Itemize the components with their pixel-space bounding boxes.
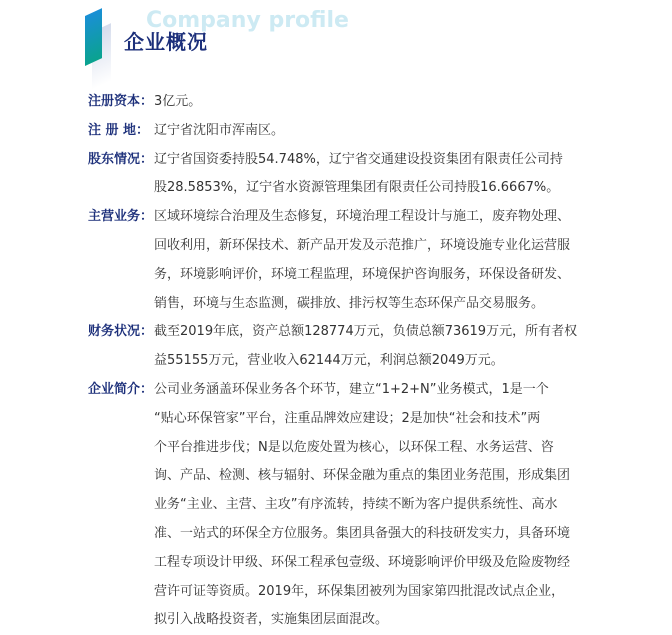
value-line: 工程专项设计甲级、环保工程承包壹级、环境影响评价甲级及危险废物经 xyxy=(154,554,571,570)
value-line: 销售，环境与生态监测，碳排放、排污权等生态环保产品交易服务。 xyxy=(154,295,545,311)
value-line: 务，环境影响评价，环境工程监理，环境保护咨询服务，环保设备研发、 xyxy=(154,266,571,282)
value-line: “贴心环保管家”平台，注重品牌效应建设；2是加快“社会和技术”两 xyxy=(154,410,541,426)
value-line: 公司业务涵盖环保业务各个环节，建立“1+2+N”业务模式，1是一个 xyxy=(154,382,549,397)
value-line: 询、产品、检测、核与辐射、环保金融为重点的集团业务范围，形成集团 xyxy=(154,468,571,484)
field-label: 企业简介： xyxy=(88,382,154,397)
value-line: 3亿元。 xyxy=(154,94,202,109)
value-line: 益55155万元，营业收入62144万元，利润总额2049万元。 xyxy=(154,353,504,369)
profile-field xyxy=(88,117,284,146)
field-value xyxy=(154,117,284,146)
section-subtitle-en: Company profile xyxy=(146,8,349,33)
profile-field xyxy=(88,203,570,318)
field-label: 股东情况： xyxy=(88,151,154,167)
field-value xyxy=(154,203,570,318)
value-line: 辽宁省沈阳市浑南区。 xyxy=(154,122,285,138)
field-label: 注册资本： xyxy=(88,94,154,109)
value-line: 截至2019年底，资产总额128774万元，负债总额73619万元，所有者权 xyxy=(154,324,578,340)
decor-shape-accent xyxy=(85,8,102,66)
section-title: 企业概况 xyxy=(124,30,208,54)
profile-field xyxy=(88,88,201,117)
profile-field xyxy=(88,146,563,204)
value-line: 拟引入战略投资者，实施集团层面混改。 xyxy=(154,612,389,628)
value-line: 准、一站式的环保全方位服务。集团具备强大的科技研发实力，具备环境 xyxy=(154,525,571,541)
field-value xyxy=(154,318,577,376)
field-value xyxy=(154,146,563,204)
field-value xyxy=(154,88,201,117)
value-line: 业务“主业、主营、主攻”有序流转，持续不断为客户提供系统性、高水 xyxy=(154,497,558,513)
field-value xyxy=(154,376,570,635)
value-line: 营许可证等资质。2019年，环保集团被列为国家第四批混改试点企业， xyxy=(154,583,565,599)
value-line: 辽宁省国资委持股54.748%，辽宁省交通建设投资集团有限责任公司持 xyxy=(154,151,563,167)
value-line: 股28.5853%，辽宁省水资源管理集团有限责任公司持股16.6667%。 xyxy=(154,180,560,196)
profile-field xyxy=(88,376,570,635)
field-label: 主营业务： xyxy=(88,209,154,225)
value-line: 回收利用，新环保技术、新产品开发及示范推广，环境设施专业化运营服 xyxy=(154,237,571,253)
field-label: 注 册 地： xyxy=(88,122,150,138)
value-line: 个平台推进步伐；N是以危废处置为核心，以环保工程、水务运营、咨 xyxy=(154,439,554,455)
field-label: 财务状况： xyxy=(88,324,154,340)
profile-field xyxy=(88,318,577,376)
value-line: 区域环境综合治理及生态修复，环境治理工程设计与施工，废弃物处理、 xyxy=(154,209,571,225)
